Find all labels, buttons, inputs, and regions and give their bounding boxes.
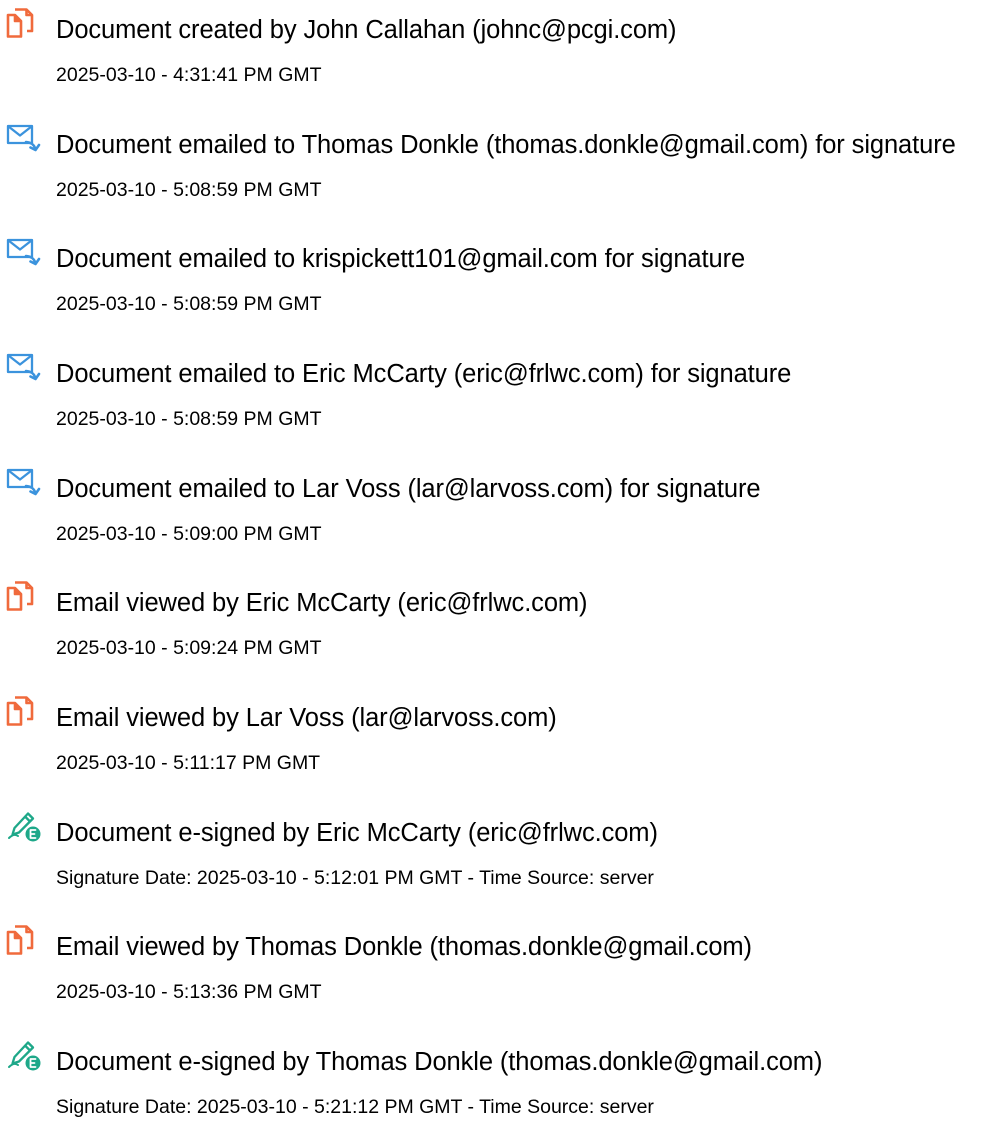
event-title: Document emailed to Lar Voss (lar@larvoss.com) for signature [56, 475, 761, 503]
document-icon [6, 925, 46, 959]
history-event [0, 467, 1005, 557]
e-sign-pen-icon [6, 1040, 46, 1074]
event-timestamp: 2025-03-10 - 5:09:24 PM GMT [56, 637, 322, 659]
event-timestamp: Signature Date: 2025-03-10 - 5:12:01 PM GMT - Time Source: server [56, 867, 654, 889]
event-timestamp: 2025-03-10 - 5:13:36 PM GMT [56, 981, 322, 1003]
history-event [0, 123, 1005, 213]
event-timestamp: 2025-03-10 - 5:08:59 PM GMT [56, 179, 322, 201]
event-title: Email viewed by Thomas Donkle (thomas.donkle@gmail.com) [56, 933, 752, 961]
event-timestamp: 2025-03-10 - 4:31:41 PM GMT [56, 64, 322, 86]
event-title: Document emailed to krispickett101@gmail.com for signature [56, 245, 746, 273]
e-sign-pen-icon [6, 811, 46, 845]
email-sent-icon [6, 237, 46, 271]
history-event [0, 1040, 1005, 1130]
event-title: Document emailed to Eric McCarty (eric@frlwc.com) for signature [56, 360, 792, 388]
event-title: Email viewed by Eric McCarty (eric@frlwc.com) [56, 589, 588, 617]
history-event [0, 237, 1005, 327]
event-title: Email viewed by Lar Voss (lar@larvoss.com) [56, 704, 557, 732]
document-icon [6, 581, 46, 615]
history-event [0, 811, 1005, 901]
history-event [0, 581, 1005, 671]
document-icon [6, 8, 46, 42]
event-title: Document emailed to Thomas Donkle (thomas.donkle@gmail.com) for signature [56, 131, 956, 159]
email-sent-icon [6, 352, 46, 386]
event-timestamp: 2025-03-10 - 5:11:17 PM GMT [56, 752, 321, 774]
event-title: Document created by John Callahan (johnc@pcgi.com) [56, 16, 677, 44]
email-sent-icon [6, 123, 46, 157]
event-timestamp: 2025-03-10 - 5:09:00 PM GMT [56, 523, 322, 545]
event-timestamp: 2025-03-10 - 5:08:59 PM GMT [56, 293, 322, 315]
event-title: Document e-signed by Thomas Donkle (thomas.donkle@gmail.com) [56, 1048, 823, 1076]
history-event [0, 925, 1005, 1015]
event-title: Document e-signed by Eric McCarty (eric@frlwc.com) [56, 819, 658, 847]
event-timestamp: Signature Date: 2025-03-10 - 5:21:12 PM GMT - Time Source: server [56, 1096, 654, 1118]
history-event [0, 352, 1005, 442]
document-icon [6, 696, 46, 730]
email-sent-icon [6, 467, 46, 501]
history-event [0, 696, 1005, 786]
history-event [0, 8, 1005, 98]
event-timestamp: 2025-03-10 - 5:08:59 PM GMT [56, 408, 322, 430]
